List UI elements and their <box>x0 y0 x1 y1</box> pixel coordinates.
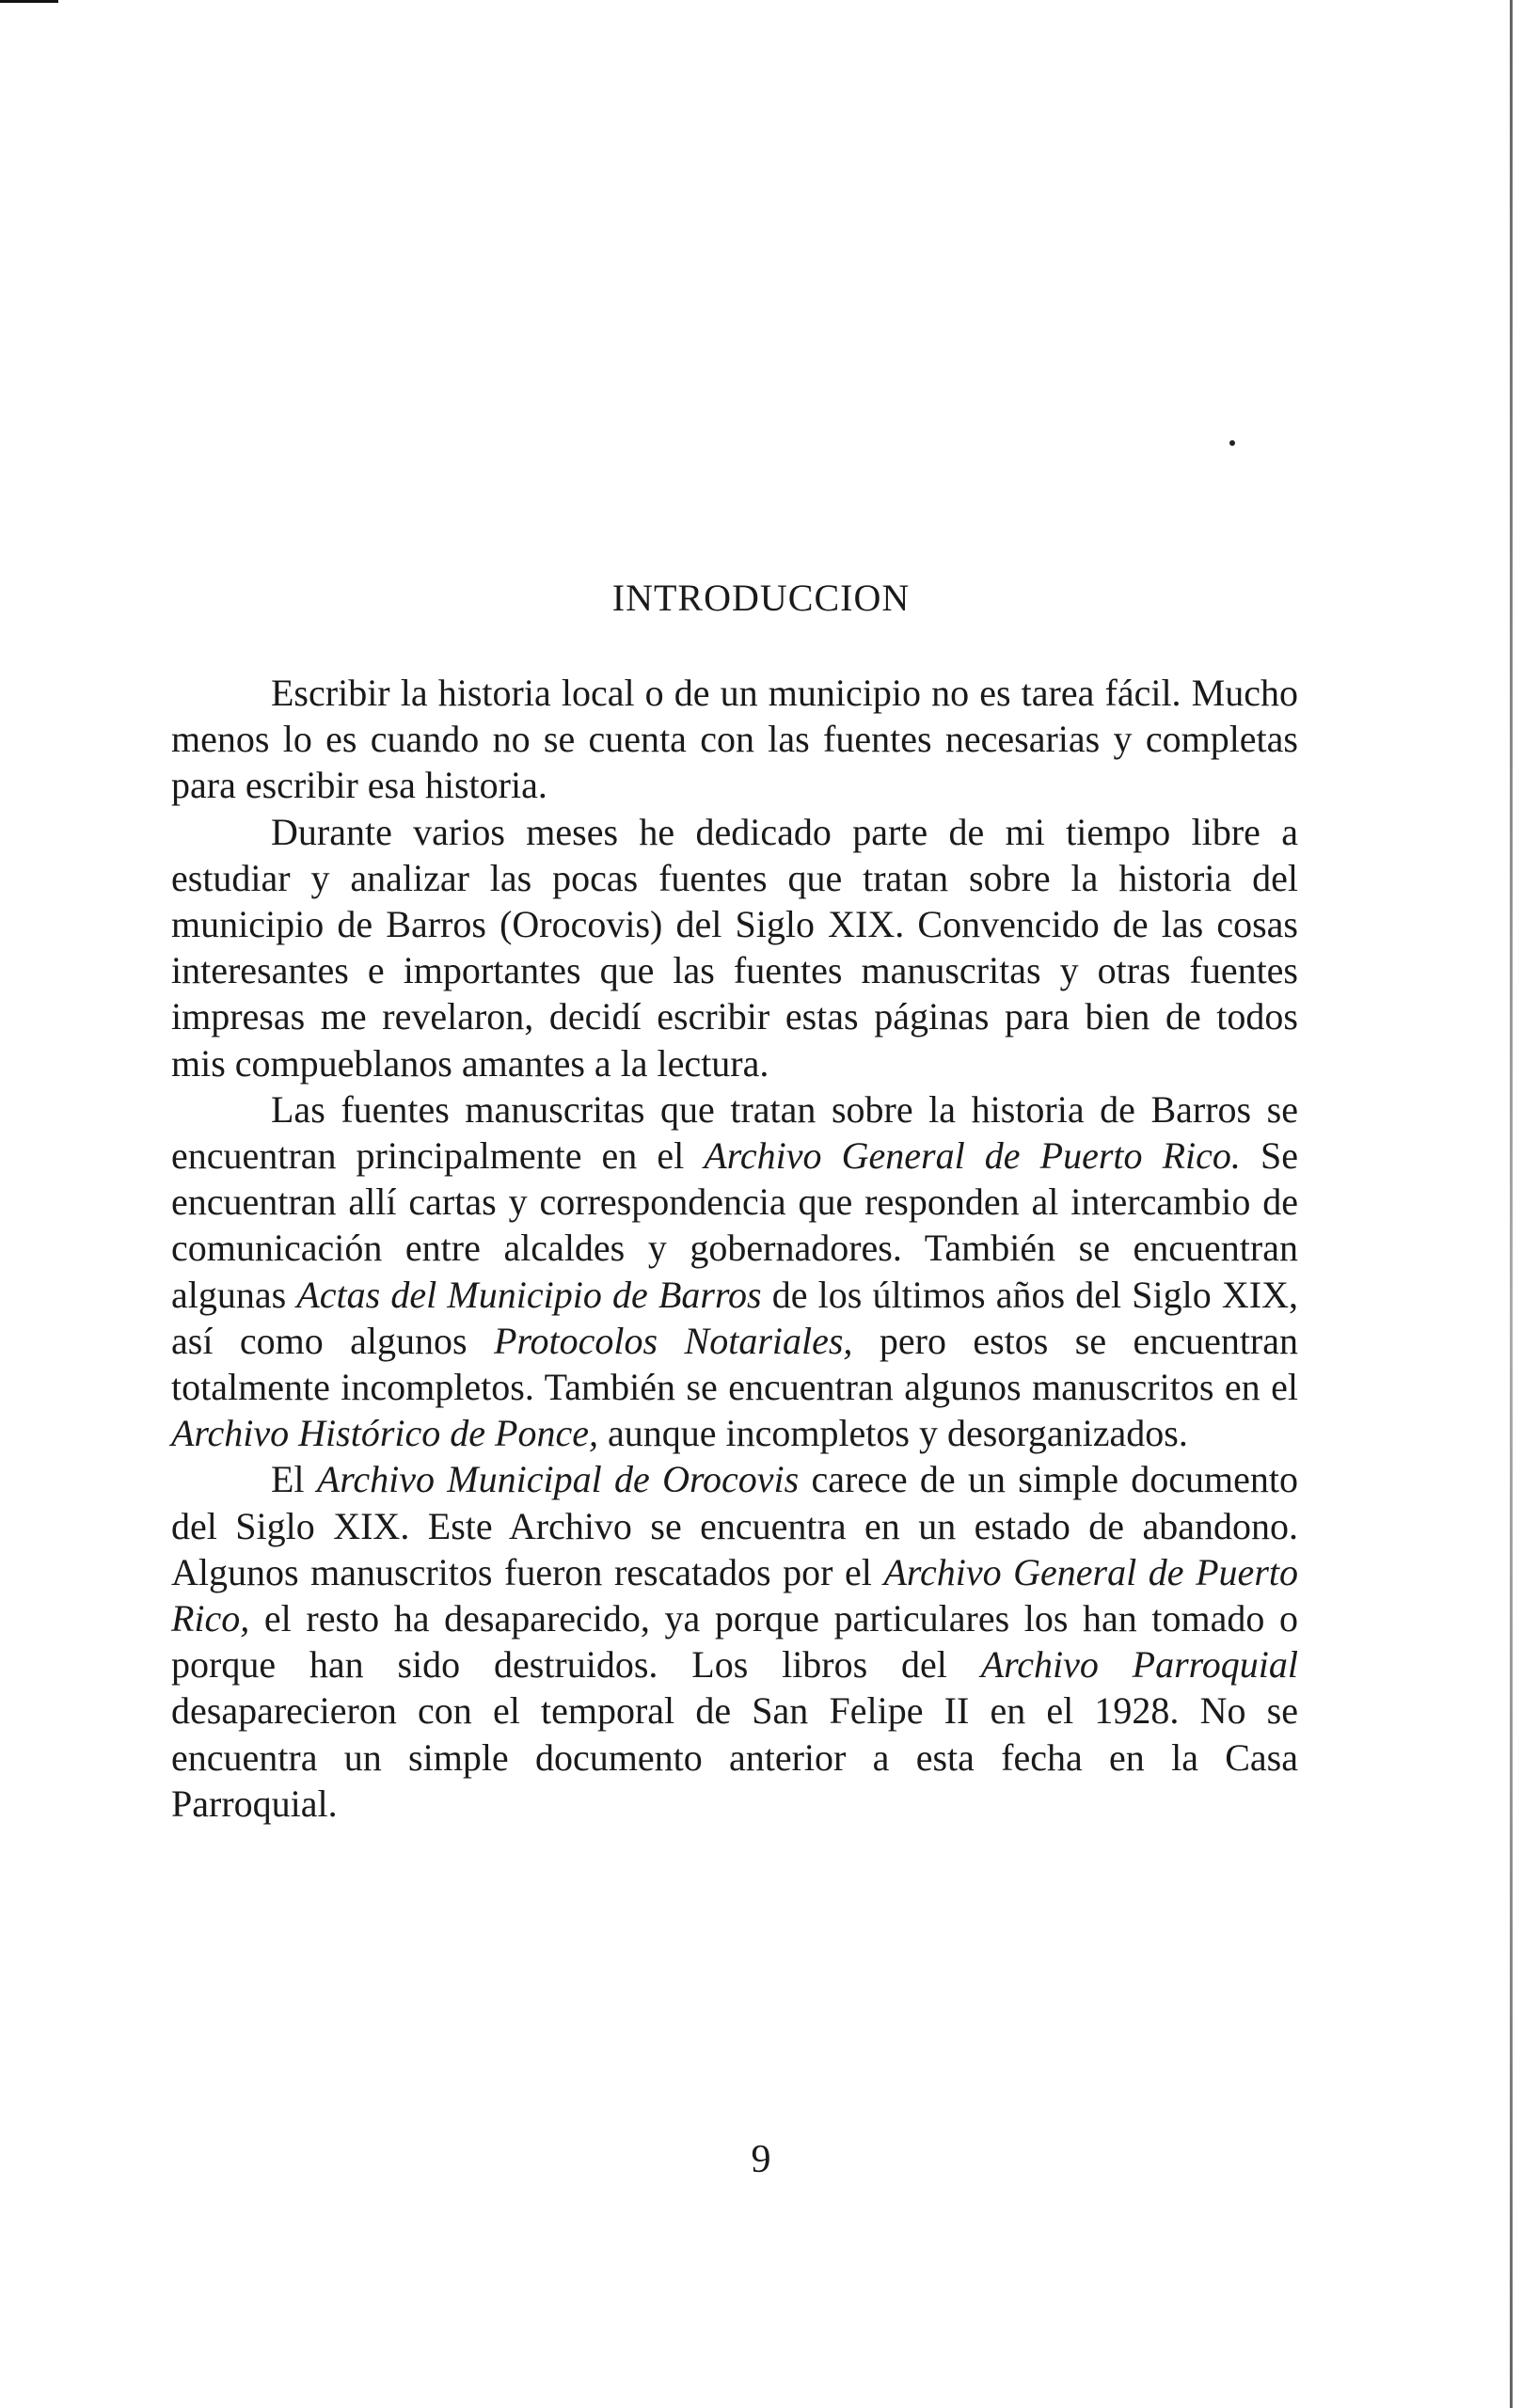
text-run: el resto ha desaparecido, ya porque particulares los han tomado o porque han sido destruidos. Los libros del <box>171 1597 1298 1687</box>
page-heading: INTRODUCCION <box>611 577 911 619</box>
paragraph-1 <box>171 670 1298 809</box>
italic-title: Archivo General de Puerto Rico, <box>171 1550 1298 1640</box>
page-number: 9 <box>751 2138 771 2181</box>
text-run: Las fuentes manuscritas que tratan sobre la historia de Barros se encuentran principalmente en el <box>171 1087 1298 1178</box>
text-run: desaparecieron con el temporal de San Felipe II en el 1928. No se encuentra un simple documento anterior a esta fecha en la Casa Parroquial. <box>171 1689 1298 1825</box>
paragraph-4 <box>171 1456 1298 1827</box>
text-run: Se encuentran allí cartas y correspondencia que responden al intercambio de comunicación entre alcaldes y gobernadores. También se encuentran algunas <box>171 1134 1299 1316</box>
italic-title: Actas del Municipio de Barros <box>296 1273 762 1316</box>
text-run: de los últimos años del Siglo XIX, así como algunos <box>171 1273 1298 1362</box>
italic-title: Archivo Municipal de Orocovis <box>316 1458 800 1501</box>
scan-speck <box>1229 440 1235 446</box>
text-run: El <box>271 1458 317 1501</box>
scan-edge-shadow <box>1510 0 1513 2408</box>
body-text <box>171 670 1298 1827</box>
italic-title: Protocolos Notariales, <box>494 1319 853 1362</box>
paragraph-3 <box>171 1086 1298 1457</box>
italic-title: Archivo Histórico de Ponce, <box>171 1412 598 1455</box>
text-run: pero estos se encuentran totalmente incompletos. También se encuentran algunos manuscritos en el <box>171 1319 1299 1409</box>
scan-edge-mark <box>0 0 58 3</box>
italic-title: Archivo Parroquial <box>980 1643 1298 1687</box>
text-run: Escribir la historia local o de un municipio no es tarea fácil. Mucho menos lo es cuando no se cuenta con las fuentes necesarias y completas para escribir esa historia. <box>171 672 1298 807</box>
text-run: Durante varios meses he dedicado parte de mi tiempo libre a estudiar y analizar las pocas fuentes que tratan sobre la historia del municipio de Barros (Orocovis) del Siglo XIX. Convencido de las cosas interesantes e importantes que las fuentes manuscritas y otras fuentes impresas me revelaron, decidí escribir estas páginas para bien de todos mis compueblanos amantes a la lectura. <box>171 810 1298 1085</box>
paragraph-2 <box>171 809 1298 1086</box>
text-run: carece de un simple documento del Siglo XIX. Este Archivo se encuentra en un estado de abandono. Algunos manuscritos fueron rescatados por el <box>171 1458 1298 1593</box>
text-run: aunque incompletos y desorganizados. <box>597 1412 1188 1455</box>
italic-title: Archivo General de Puerto Rico. <box>704 1134 1241 1178</box>
